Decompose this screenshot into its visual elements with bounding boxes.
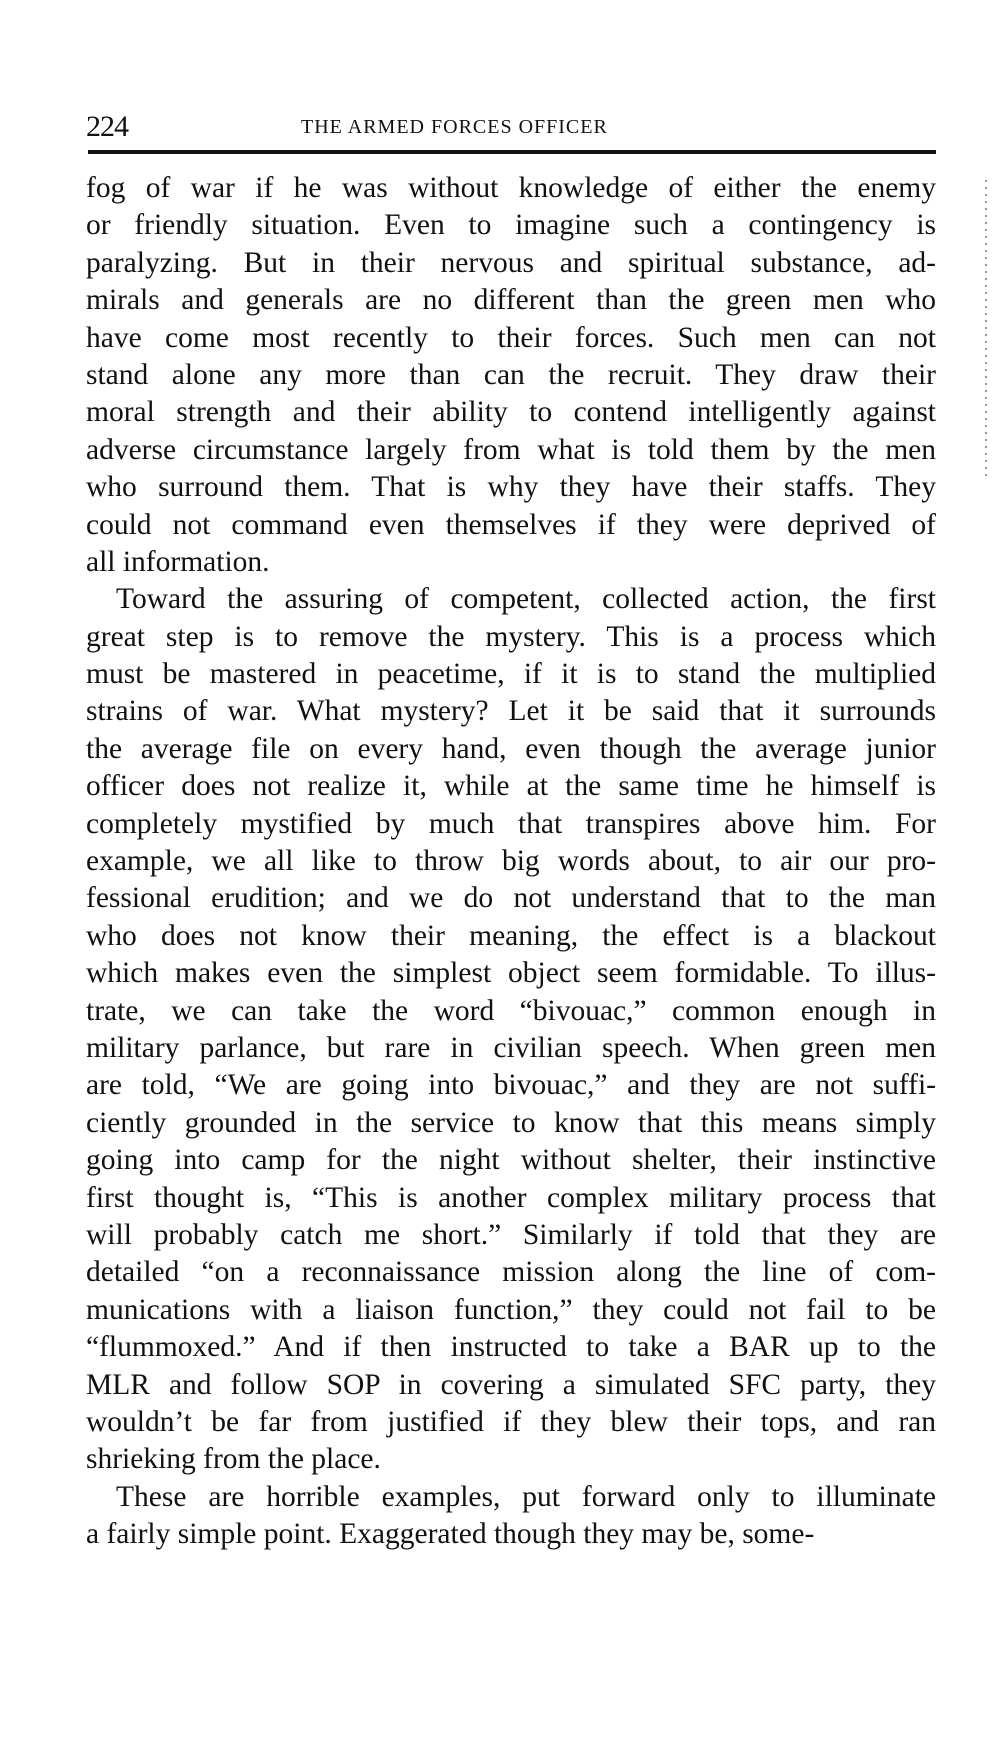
text-line: ciently grounded in the service to know that this means simply <box>86 1106 936 1139</box>
text-line: a fairly simple point. Exaggerated though they may be, some- <box>86 1518 815 1551</box>
text-line: or friendly situation. Even to imagine such a contingency is <box>86 209 936 242</box>
header-rule <box>88 150 936 154</box>
scan-margin-marks <box>985 180 987 480</box>
text-line: “flummoxed.” And if then instructed to take a BAR up to the <box>86 1331 936 1364</box>
text-line: MLR and follow SOP in covering a simulated SFC party, they <box>86 1368 936 1401</box>
paragraph <box>86 1479 936 1554</box>
text-line: will probably catch me short.” Similarly if told that they are <box>86 1218 936 1251</box>
page-body <box>86 170 936 1553</box>
text-line: who does not know their meaning, the effect is a blackout <box>86 919 936 952</box>
paragraph <box>86 170 936 581</box>
text-line: military parlance, but rare in civilian speech. When green men <box>86 1031 936 1064</box>
text-line: going into camp for the night without shelter, their instinctive <box>86 1144 936 1177</box>
text-line: have come most recently to their forces. Such men can not <box>86 321 936 354</box>
text-line: stand alone any more than can the recruit. They draw their <box>86 358 936 391</box>
text-line: officer does not realize it, while at the same time he himself is <box>86 770 936 803</box>
text-line: are told, “We are going into bivouac,” and they are not suffi- <box>86 1069 936 1102</box>
running-head: THE ARMED FORCES OFFICER <box>301 116 608 138</box>
text-line: Toward the assuring of competent, collected action, the first <box>116 583 936 616</box>
text-line: detailed “on a reconnaissance mission along the line of com- <box>86 1256 936 1289</box>
text-line: must be mastered in peacetime, if it is to stand the multiplied <box>86 658 936 691</box>
text-line: moral strength and their ability to contend intelligently against <box>86 396 936 429</box>
page-number: 224 <box>86 110 128 143</box>
text-line: trate, we can take the word “bivouac,” common enough in <box>86 994 936 1027</box>
text-line: all information. <box>86 545 270 578</box>
text-line: first thought is, “This is another complex military process that <box>86 1181 936 1214</box>
text-line: munications with a liaison function,” they could not fail to be <box>86 1293 936 1326</box>
text-line: completely mystified by much that transpires above him. For <box>86 807 936 840</box>
text-line: adverse circumstance largely from what is told them by the men <box>86 433 936 466</box>
paragraph <box>86 581 936 1478</box>
text-line: fog of war if he was without knowledge of either the enemy <box>86 172 936 204</box>
text-line: wouldn’t be far from justified if they blew their tops, and ran <box>86 1405 936 1438</box>
text-line: which makes even the simplest object seem formidable. To illus- <box>86 957 936 990</box>
text-line: fessional erudition; and we do not understand that to the man <box>86 882 936 915</box>
text-line: example, we all like to throw big words about, to air our pro- <box>86 845 936 878</box>
text-line: mirals and generals are no different than the green men who <box>86 284 936 317</box>
text-line: shrieking from the place. <box>86 1443 381 1476</box>
text-line: great step is to remove the mystery. This is a process which <box>86 620 936 653</box>
text-line: could not command even themselves if they were deprived of <box>86 508 936 541</box>
page-header <box>86 110 936 150</box>
text-line: the average file on every hand, even though the average junior <box>86 732 936 765</box>
text-line: paralyzing. But in their nervous and spiritual substance, ad- <box>86 246 936 279</box>
text-line: strains of war. What mystery? Let it be said that it surrounds <box>86 695 936 728</box>
text-line: These are horrible examples, put forward only to illuminate <box>116 1480 936 1513</box>
text-line: who surround them. That is why they have their staffs. They <box>86 471 936 504</box>
